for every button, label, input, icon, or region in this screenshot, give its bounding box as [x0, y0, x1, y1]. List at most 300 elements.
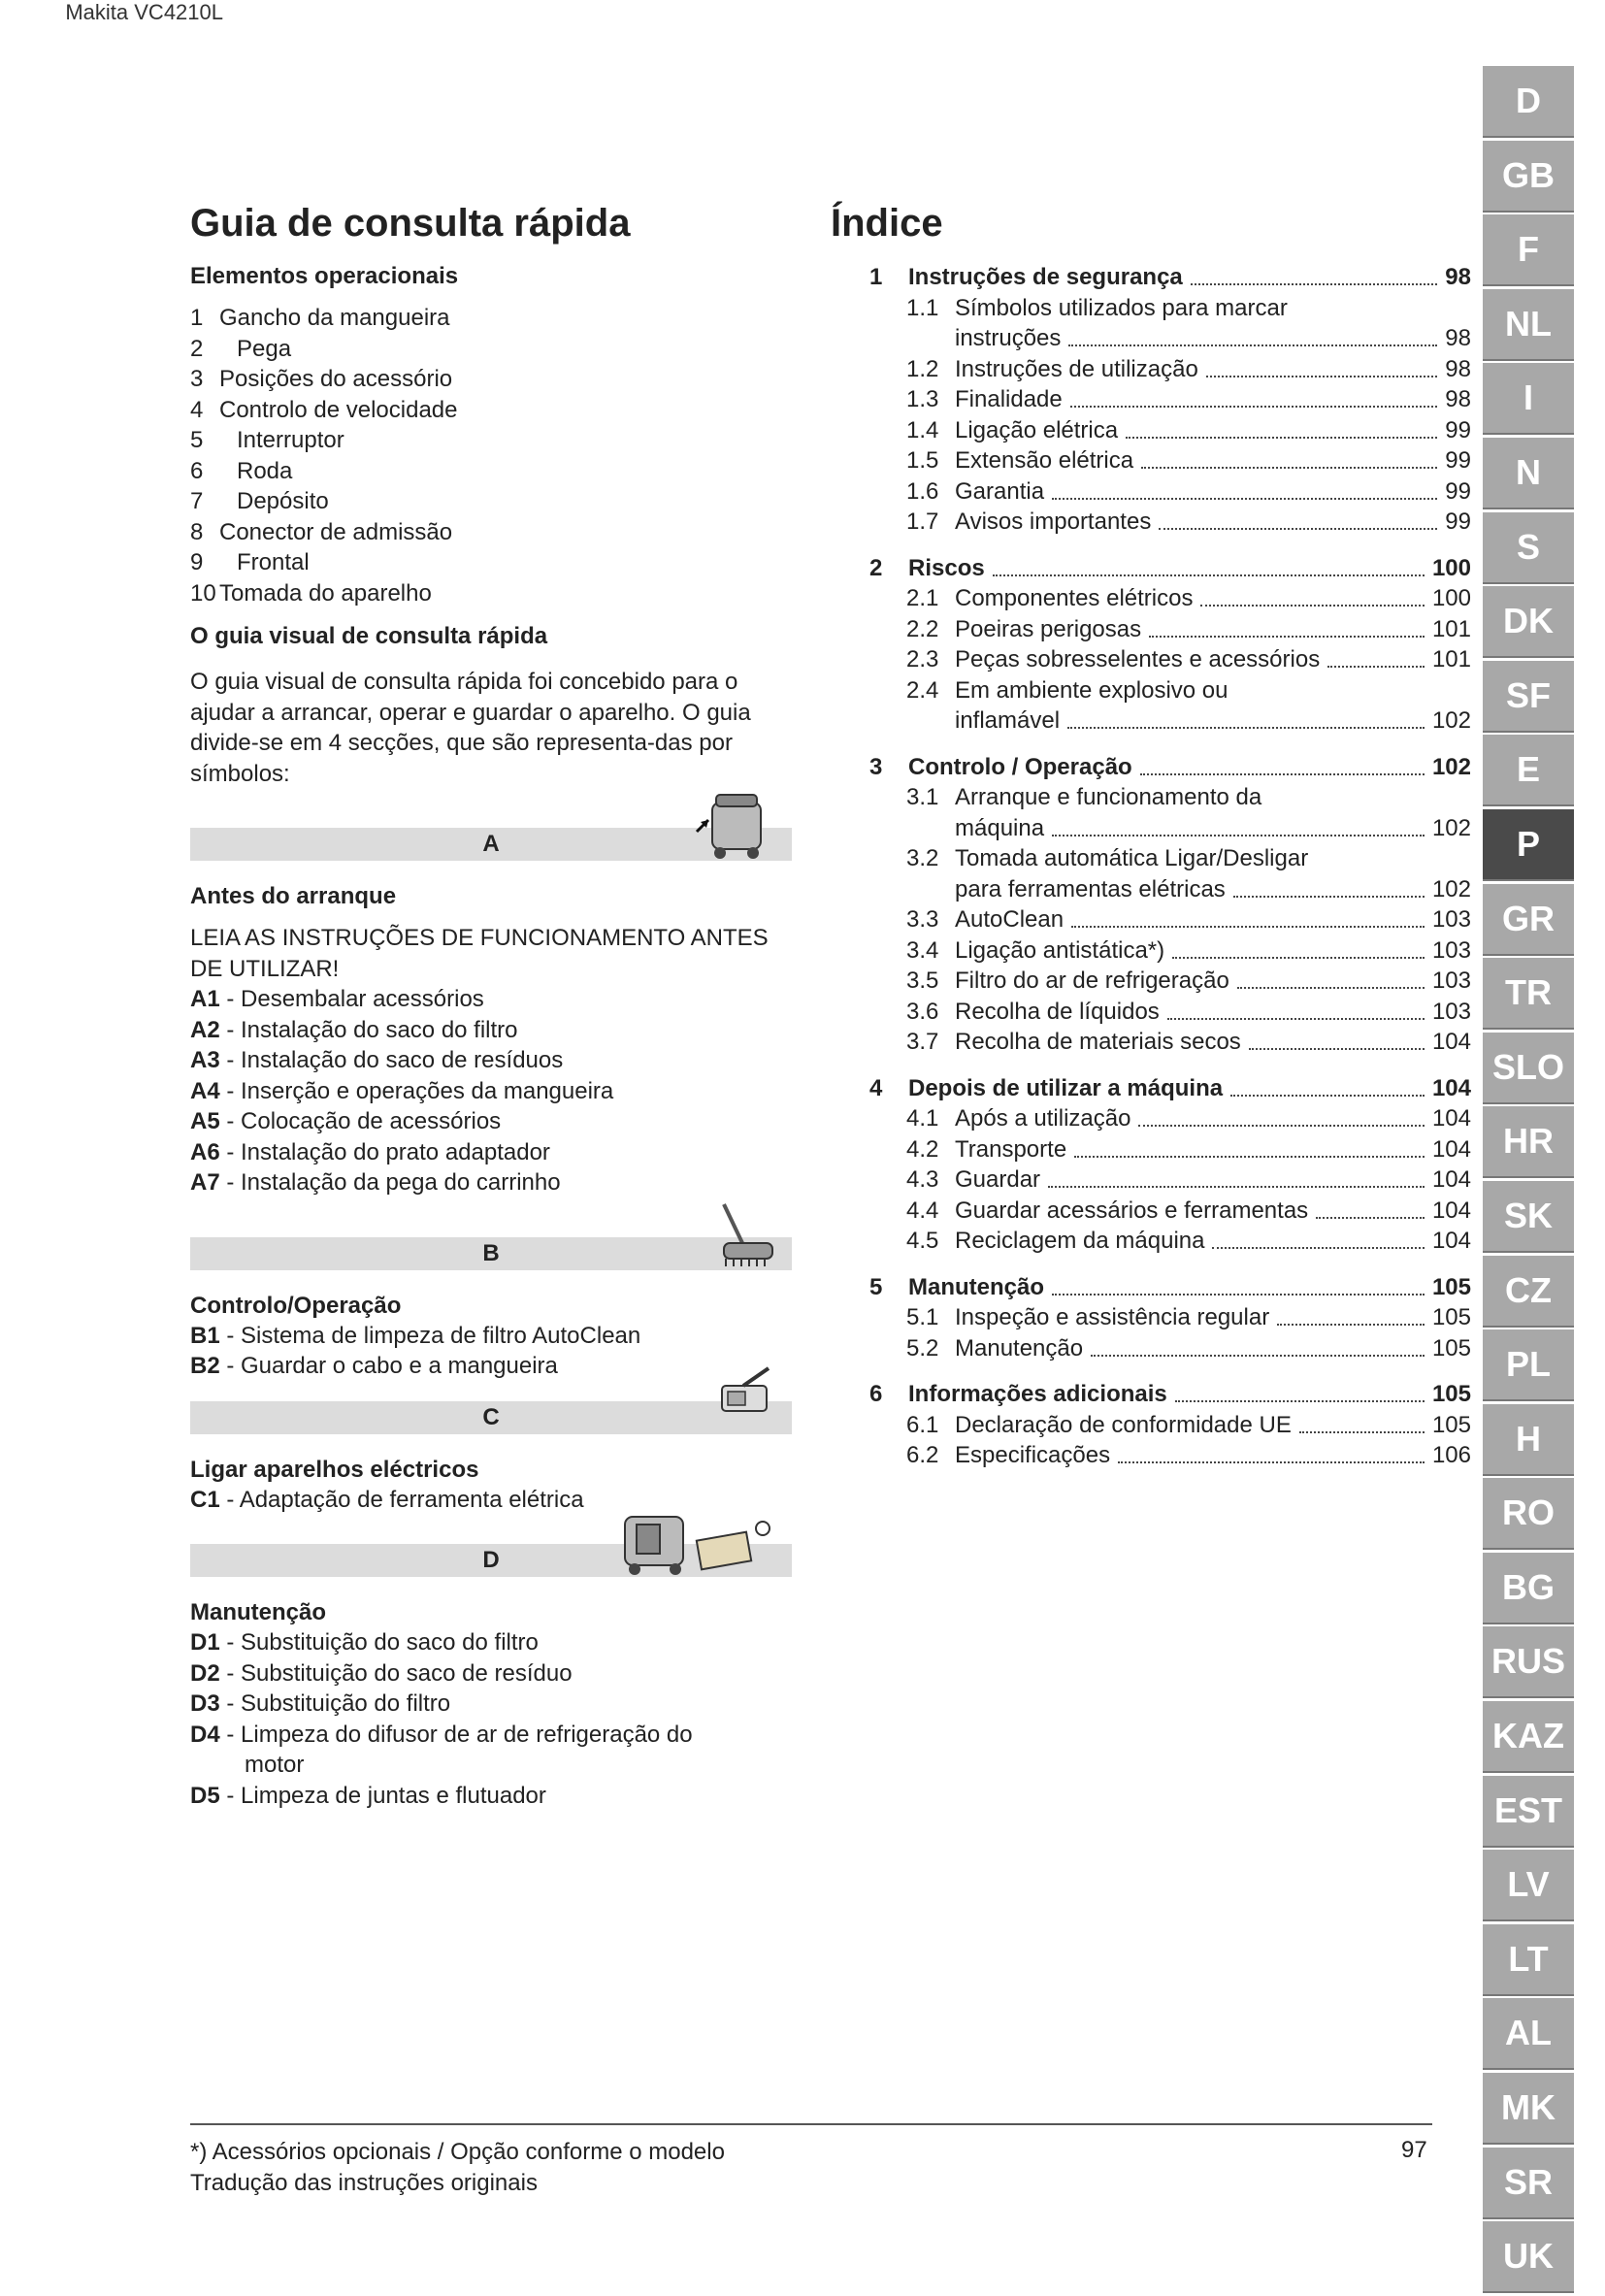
toc-leader-dots — [1172, 957, 1425, 959]
item-text: - Substituição do saco do filtro — [219, 1629, 539, 1656]
toc-page: 103 — [1431, 998, 1471, 1025]
ops-item-number: 10 — [190, 579, 216, 607]
toc-page: 99 — [1445, 416, 1471, 443]
item-text: - Guardar o cabo e a mangueira — [219, 1353, 558, 1379]
lang-tab-f[interactable]: F — [1483, 214, 1574, 286]
toc-label: Transporte — [955, 1135, 1067, 1163]
index-title: Índice — [831, 202, 943, 245]
ops-item-number: 1 — [190, 305, 204, 331]
index-column — [831, 194, 1471, 1471]
lang-tab-lv[interactable]: LV — [1483, 1850, 1574, 1921]
toc-entry[interactable] — [831, 323, 1471, 354]
lang-tab-mk[interactable]: MK — [1483, 2073, 1574, 2145]
toc-label: AutoClean — [955, 906, 1065, 933]
toc-entry[interactable] — [831, 904, 1471, 935]
lang-tab-hr[interactable]: HR — [1483, 1106, 1574, 1178]
toc-label: Após a utilização — [955, 1105, 1131, 1132]
toc-entry[interactable] — [831, 583, 1471, 614]
visual-guide-heading: O guia visual de consulta rápida — [190, 623, 548, 649]
toc-entry[interactable] — [831, 614, 1471, 645]
lang-tab-n[interactable]: N — [1483, 438, 1574, 509]
toc-entry[interactable] — [831, 935, 1471, 967]
toc-page: 104 — [1431, 1105, 1471, 1132]
toc-page: 104 — [1431, 1135, 1471, 1163]
lang-tab-gb[interactable]: GB — [1483, 141, 1574, 213]
ops-item — [190, 547, 792, 578]
toc-chapter[interactable] — [831, 553, 1471, 584]
toc-leader-dots — [1071, 926, 1425, 928]
ops-item — [190, 486, 792, 517]
lang-tab-gr[interactable]: GR — [1483, 884, 1574, 956]
toc-number: 3.7 — [906, 1029, 939, 1055]
toc-number: 6.2 — [906, 1442, 939, 1468]
item-code: D1 — [190, 1629, 220, 1656]
quick-guide-column — [190, 194, 792, 1811]
toc-number: 1.3 — [906, 386, 939, 412]
toc-entry[interactable] — [831, 813, 1471, 844]
item-text: - Sistema de limpeza de filtro AutoClean — [219, 1322, 641, 1349]
toc-page: 105 — [1431, 1334, 1471, 1361]
toc-number: 5.2 — [906, 1334, 939, 1361]
toc-leader-dots — [1230, 1095, 1425, 1097]
footnote-translation: Tradução das instruções originais — [190, 2170, 538, 2196]
section-item — [190, 1137, 792, 1168]
lang-tab-s[interactable]: S — [1483, 512, 1574, 584]
toc-page: 100 — [1431, 585, 1471, 611]
toc-page: 103 — [1431, 936, 1471, 964]
toc-leader-dots — [1070, 406, 1437, 408]
toc-label: Ligação antistática*) — [955, 936, 1165, 964]
ops-item-number: 9 — [190, 549, 204, 575]
ops-item-label: Frontal — [237, 549, 310, 575]
vacuum-cleaner-icon — [695, 793, 782, 863]
toc-number: 3.6 — [906, 998, 939, 1025]
section-bar — [190, 1544, 792, 1577]
section-item-continuation — [190, 1750, 792, 1781]
toc-label: Ligação elétrica — [955, 416, 1119, 443]
lang-tab-p[interactable]: P — [1483, 809, 1574, 881]
toc-label: Extensão elétrica — [955, 447, 1134, 474]
toc-leader-dots — [1167, 1018, 1425, 1020]
toc-leader-dots — [1212, 1247, 1425, 1249]
section-item — [190, 1045, 792, 1076]
toc-leader-dots — [1200, 605, 1425, 607]
toc-entry[interactable] — [831, 354, 1471, 385]
item-code: A5 — [190, 1108, 220, 1134]
guide-section — [190, 828, 792, 1198]
ops-item-label: Pega — [237, 335, 292, 362]
item-code: A6 — [190, 1138, 220, 1165]
toc-page: 103 — [1431, 906, 1471, 933]
section-item — [190, 1781, 792, 1812]
ops-item — [190, 303, 792, 334]
ops-item — [190, 334, 792, 365]
ops-item — [190, 456, 792, 487]
section-letter: B — [482, 1239, 500, 1266]
toc-leader-dots — [1074, 1156, 1425, 1158]
toc-label: Avisos importantes — [955, 508, 1152, 535]
toc-number: 1 — [869, 264, 883, 290]
toc-leader-dots — [1299, 1431, 1425, 1433]
section-heading: Controlo/Operação — [190, 1292, 402, 1319]
section-item — [190, 1351, 792, 1382]
item-code: D3 — [190, 1690, 220, 1717]
item-text: - Limpeza do difusor de ar de refrigeração do — [219, 1721, 693, 1748]
toc-entry[interactable] — [831, 1440, 1471, 1471]
section-heading: Ligar aparelhos eléctricos — [190, 1456, 479, 1483]
toc-chapter[interactable] — [831, 752, 1471, 783]
toc-entry[interactable] — [831, 997, 1471, 1028]
item-code: A2 — [190, 1016, 220, 1043]
lang-tab-uk[interactable]: UK — [1483, 2221, 1574, 2293]
toc-leader-dots — [1091, 1355, 1425, 1357]
toc-gap — [831, 1058, 1471, 1073]
toc-label: Controlo / Operação — [908, 753, 1132, 780]
section-item — [190, 1106, 792, 1137]
toc-page: 105 — [1431, 1273, 1471, 1300]
toc-entry[interactable] — [831, 1196, 1471, 1227]
item-text: - Adaptação de ferramenta elétrica — [219, 1486, 584, 1513]
section-bar — [190, 1237, 792, 1270]
toc-page: 99 — [1445, 508, 1471, 535]
toc-leader-dots — [1175, 1400, 1425, 1402]
item-text: - Instalação do saco de resíduos — [219, 1047, 564, 1073]
toc-label: Declaração de conformidade UE — [955, 1411, 1292, 1438]
toc-entry[interactable] — [831, 874, 1471, 905]
toc-leader-dots — [1206, 376, 1437, 377]
footnote — [190, 2137, 725, 2199]
toc-number: 1.2 — [906, 355, 939, 382]
section-item — [190, 1689, 792, 1720]
section-intro: LEIA AS INSTRUÇÕES DE FUNCIONAMENTO ANTES DE UTILIZAR! — [190, 925, 769, 982]
toc-entry[interactable] — [831, 1410, 1471, 1441]
toc-leader-dots — [1233, 896, 1425, 898]
toc-leader-dots — [1327, 666, 1425, 668]
toc-leader-dots — [1052, 835, 1425, 836]
toc-page: 101 — [1431, 646, 1471, 672]
toc-page: 99 — [1445, 477, 1471, 505]
language-tabs — [1483, 66, 1574, 2296]
guide-section — [190, 1544, 792, 1811]
toc-entry[interactable] — [831, 1134, 1471, 1165]
toc-entry[interactable] — [831, 507, 1471, 538]
item-text: - Limpeza de juntas e flutuador — [219, 1782, 546, 1809]
toc-gap — [831, 737, 1471, 752]
lang-tab-sr[interactable]: SR — [1483, 2148, 1574, 2219]
toc-page: 98 — [1445, 264, 1471, 290]
toc-label: Tomada automática Ligar/Desligar — [955, 845, 1309, 871]
section-bar — [190, 828, 792, 861]
power-tool-icon — [714, 1366, 782, 1436]
toc-label: Reciclagem da máquina — [955, 1228, 1205, 1254]
section-letter: D — [482, 1547, 500, 1573]
maintenance-icon — [617, 1509, 782, 1579]
toc-chapter[interactable] — [831, 1379, 1471, 1410]
toc-label: Guardar — [955, 1166, 1041, 1193]
toc-label: Informações adicionais — [908, 1381, 1167, 1407]
toc-page: 105 — [1431, 1304, 1471, 1330]
toc-leader-dots — [1149, 636, 1425, 638]
ops-item-number: 4 — [190, 396, 204, 423]
lang-tab-pl[interactable]: PL — [1483, 1329, 1574, 1401]
toc-leader-dots — [1138, 1125, 1425, 1127]
ops-item-label: Gancho da mangueira — [219, 305, 450, 331]
toc-number: 3.4 — [906, 936, 939, 964]
toc-leader-dots — [1118, 1461, 1425, 1463]
lang-tab-sf[interactable]: SF — [1483, 661, 1574, 733]
toc-leader-dots — [993, 574, 1425, 576]
toc-page: 104 — [1431, 1166, 1471, 1193]
toc-entry[interactable] — [831, 843, 1471, 874]
lang-tab-kaz[interactable]: KAZ — [1483, 1701, 1574, 1773]
toc-number: 3.2 — [906, 845, 939, 871]
toc-entry[interactable] — [831, 293, 1471, 324]
toc-number: 1.7 — [906, 508, 939, 535]
toc-label: para ferramentas elétricas — [955, 875, 1226, 902]
toc-number: 2.2 — [906, 615, 939, 642]
toc-number: 2.4 — [906, 676, 939, 704]
section-item — [190, 984, 792, 1015]
section-item — [190, 1720, 792, 1751]
item-text: - Colocação de acessórios — [219, 1108, 502, 1134]
item-code: D5 — [190, 1782, 220, 1809]
lang-tab-nl[interactable]: NL — [1483, 289, 1574, 361]
toc-gap — [831, 538, 1471, 553]
lang-tab-i[interactable]: I — [1483, 363, 1574, 435]
lang-tab-est[interactable]: EST — [1483, 1776, 1574, 1848]
lang-tab-lt[interactable]: LT — [1483, 1924, 1574, 1996]
toc-label: Instruções de utilização — [955, 355, 1198, 382]
ops-item-number: 2 — [190, 335, 204, 362]
ops-item-number: 7 — [190, 488, 204, 514]
lang-tab-d[interactable]: D — [1483, 66, 1574, 138]
toc-label: Depois de utilizar a máquina — [908, 1074, 1224, 1101]
toc-chapter[interactable] — [831, 1272, 1471, 1303]
toc-label: Riscos — [908, 554, 985, 581]
section-bar — [190, 1401, 792, 1434]
toc-leader-dots — [1048, 1186, 1425, 1188]
lang-tab-h[interactable]: H — [1483, 1404, 1574, 1476]
toc-label: instruções — [955, 325, 1062, 351]
ops-item — [190, 395, 792, 426]
toc-page: 98 — [1445, 386, 1471, 412]
item-text: - Desembalar acessórios — [219, 986, 484, 1012]
toc-number: 3.5 — [906, 968, 939, 994]
toc-entry[interactable] — [831, 445, 1471, 476]
toc-number: 3 — [869, 753, 883, 780]
item-code: A7 — [190, 1169, 220, 1196]
ops-item-label: Tomada do aparelho — [219, 579, 432, 607]
toc-page: 104 — [1431, 1029, 1471, 1055]
toc-label: Componentes elétricos — [955, 585, 1194, 611]
toc-gap — [831, 1257, 1471, 1272]
toc-leader-dots — [1126, 437, 1437, 439]
toc-page: 102 — [1431, 753, 1471, 780]
toc-leader-dots — [1159, 528, 1437, 530]
toc-label: Filtro do ar de refrigeração — [955, 968, 1229, 994]
footnote-optional: *) Acessórios opcionais / Opção conforme o modelo — [190, 2139, 725, 2165]
lang-tab-cz[interactable]: CZ — [1483, 1256, 1574, 1328]
lang-tab-bg[interactable]: BG — [1483, 1553, 1574, 1624]
toc-label: inflamável — [955, 707, 1061, 734]
toc-number: 2 — [869, 554, 883, 581]
toc-entry[interactable] — [831, 384, 1471, 415]
toc-entry[interactable] — [831, 1027, 1471, 1058]
toc-number: 4.4 — [906, 1197, 939, 1224]
toc-number: 4 — [869, 1074, 883, 1101]
ops-item-number: 6 — [190, 457, 204, 484]
ops-item-label: Posições do acessório — [219, 366, 453, 392]
toc-entry[interactable] — [831, 1164, 1471, 1196]
toc-page: 104 — [1431, 1074, 1471, 1101]
toc-entry[interactable] — [831, 644, 1471, 675]
lang-tab-al[interactable]: AL — [1483, 1998, 1574, 2070]
toc-label: Finalidade — [955, 386, 1063, 412]
lang-tab-sk[interactable]: SK — [1483, 1181, 1574, 1253]
toc-chapter[interactable] — [831, 1073, 1471, 1104]
ops-item — [190, 517, 792, 548]
toc-label: Arranque e funcionamento da — [955, 784, 1262, 810]
section-item — [190, 1167, 792, 1198]
lang-tab-slo[interactable]: SLO — [1483, 1033, 1574, 1104]
toc-entry[interactable] — [831, 1333, 1471, 1364]
item-text: - Instalação da pega do carrinho — [219, 1169, 561, 1196]
ops-item-label: Roda — [237, 457, 293, 484]
toc-number: 4.3 — [906, 1166, 939, 1193]
item-text: - Substituição do saco de resíduo — [219, 1659, 573, 1687]
toc-entry[interactable] — [831, 476, 1471, 508]
toc-number: 3.3 — [906, 906, 939, 933]
toc-entry[interactable] — [831, 1103, 1471, 1134]
toc-page: 103 — [1431, 968, 1471, 994]
toc-number: 1.6 — [906, 477, 939, 505]
toc-number: 1.5 — [906, 447, 939, 474]
toc-label: Recolha de materiais secos — [955, 1029, 1241, 1055]
toc-page: 101 — [1431, 615, 1471, 642]
ops-item-number: 5 — [190, 427, 204, 453]
guide-sections — [190, 828, 792, 1811]
toc-page: 102 — [1431, 875, 1471, 902]
toc-number: 3.1 — [906, 784, 939, 810]
item-code: A3 — [190, 1047, 220, 1073]
section-heading: Manutenção — [190, 1599, 327, 1625]
toc-leader-dots — [1141, 467, 1437, 469]
page-number: 97 — [1401, 2137, 1427, 2163]
ops-heading: Elementos operacionais — [190, 263, 459, 289]
lang-tab-tr[interactable]: TR — [1483, 958, 1574, 1030]
section-items — [190, 1627, 792, 1811]
toc-label: Instruções de segurança — [908, 264, 1183, 290]
ops-item-number: 3 — [190, 366, 204, 392]
guide-section — [190, 1401, 792, 1516]
toc-page: 102 — [1431, 707, 1471, 734]
toc-entry[interactable] — [831, 782, 1471, 813]
toc-page: 98 — [1445, 355, 1471, 382]
toc-entry[interactable] — [831, 1302, 1471, 1333]
item-text-continuation: motor — [245, 1752, 305, 1778]
item-code: B2 — [190, 1353, 220, 1379]
toc-label: Manutenção — [908, 1273, 1045, 1300]
item-text: - Instalação do saco do filtro — [219, 1016, 518, 1043]
guide-section — [190, 1237, 792, 1382]
visual-guide-text: O guia visual de consulta rápida foi concebido para o ajudar a arrancar, operar e guardar o aparelho. O guia divide-se em 4 secções, que são representa-das por símbolos: — [190, 669, 751, 787]
ops-item-label: Interruptor — [237, 427, 344, 453]
toc-page: 106 — [1431, 1442, 1471, 1468]
lang-tab-rus[interactable]: RUS — [1483, 1626, 1574, 1698]
item-text: - Instalação do prato adaptador — [219, 1138, 550, 1165]
toc-label: Poeiras perigosas — [955, 615, 1142, 642]
toc-page: 105 — [1431, 1381, 1471, 1407]
toc-number: 2.1 — [906, 585, 939, 611]
section-heading: Antes do arranque — [190, 883, 397, 909]
ops-item — [190, 578, 792, 609]
toc-number: 5 — [869, 1273, 883, 1300]
toc-page: 98 — [1445, 325, 1471, 351]
toc-leader-dots — [1067, 727, 1425, 729]
toc-leader-dots — [1191, 283, 1437, 285]
section-items — [190, 984, 792, 1198]
section-items — [190, 1321, 792, 1382]
lang-tab-ro[interactable]: RO — [1483, 1478, 1574, 1550]
item-code: A4 — [190, 1077, 220, 1104]
toc-page: 104 — [1431, 1197, 1471, 1224]
footer-divider — [190, 2123, 1432, 2125]
toc-number: 1.4 — [906, 416, 939, 443]
toc-label: Em ambiente explosivo ou — [955, 676, 1228, 704]
toc-chapter[interactable] — [831, 262, 1471, 293]
toc-label: Recolha de líquidos — [955, 998, 1160, 1025]
toc-page: 104 — [1431, 1228, 1471, 1254]
toc-number: 4.5 — [906, 1228, 939, 1254]
lang-tab-dk[interactable]: DK — [1483, 586, 1574, 658]
ops-item — [190, 425, 792, 456]
toc-page: 99 — [1445, 447, 1471, 474]
section-letter: A — [482, 831, 500, 857]
lang-tab-e[interactable]: E — [1483, 735, 1574, 806]
toc-page: 100 — [1431, 554, 1471, 581]
toc-label: máquina — [955, 814, 1045, 841]
toc-leader-dots — [1052, 498, 1437, 500]
item-code: D4 — [190, 1721, 220, 1748]
toc-entry[interactable] — [831, 966, 1471, 997]
quick-guide-title: Guia de consulta rápida — [190, 202, 631, 245]
toc-entry[interactable] — [831, 705, 1471, 737]
ops-item-label: Controlo de velocidade — [219, 396, 458, 423]
section-item — [190, 1076, 792, 1107]
toc-number: 4.1 — [906, 1105, 939, 1132]
toc-number: 6 — [869, 1381, 883, 1407]
toc-entry[interactable] — [831, 415, 1471, 446]
section-letter: C — [482, 1403, 500, 1430]
ops-item — [190, 364, 792, 395]
item-code: B1 — [190, 1322, 220, 1349]
toc-gap — [831, 1363, 1471, 1379]
brush-nozzle-icon — [714, 1202, 782, 1272]
toc-label: Especificações — [955, 1442, 1111, 1468]
toc-label: Peças sobresselentes e acessórios — [955, 646, 1321, 672]
toc-leader-dots — [1140, 773, 1425, 775]
toc-label: Manutenção — [955, 1334, 1084, 1361]
ops-item-label: Depósito — [237, 488, 329, 514]
section-item — [190, 1658, 792, 1689]
table-of-contents — [831, 262, 1471, 1471]
item-code: D2 — [190, 1659, 220, 1687]
toc-entry[interactable] — [831, 675, 1471, 706]
toc-label: Garantia — [955, 477, 1045, 505]
item-code: C1 — [190, 1486, 220, 1513]
toc-number: 6.1 — [906, 1411, 939, 1438]
toc-entry[interactable] — [831, 1226, 1471, 1257]
